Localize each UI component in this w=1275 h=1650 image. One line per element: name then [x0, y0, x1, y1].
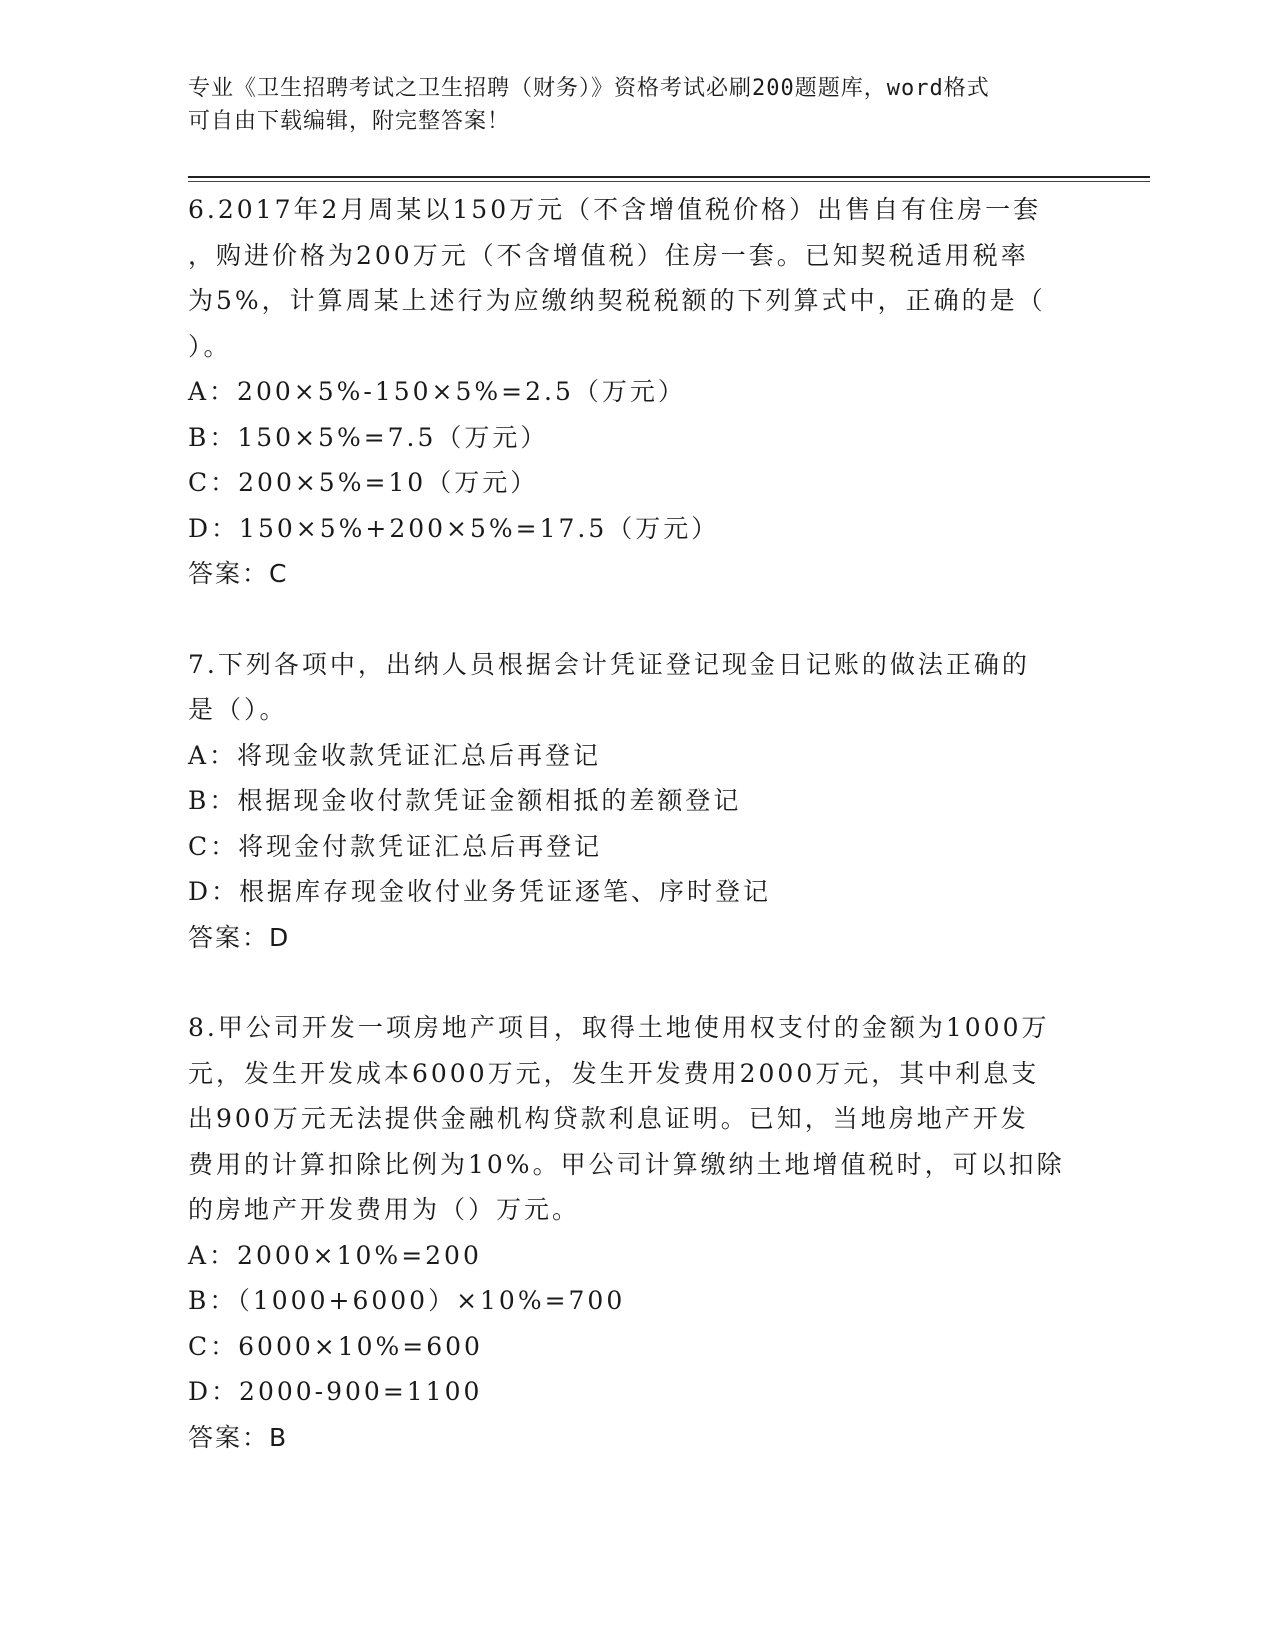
option-d: D：150×5%+200×5%=17.5（万元）: [188, 513, 720, 543]
answer-label: 答案：D: [188, 922, 291, 952]
question-text-line: 元，发生开发成本6000万元，发生开发费用2000万元，其中利息支: [188, 1058, 1040, 1088]
question-text-line: ）。: [188, 331, 232, 361]
header-divider-thin: [188, 181, 1150, 182]
answer-label: 答案：C: [188, 559, 289, 588]
header-line-2: 可自由下载编辑，附完整答案！: [188, 109, 511, 134]
option-c: C：6000×10%=600: [188, 1331, 483, 1361]
question-text-line: 出900万元无法提供金融机构贷款利息证明。已知，当地房地产开发: [188, 1104, 1029, 1133]
question-spacer: [188, 960, 1088, 1005]
header-divider-thick: [188, 176, 1150, 178]
option-c: C：将现金付款凭证汇总后再登记: [188, 831, 603, 861]
header-line-1: 专业《卫生招聘考试之卫生招聘（财务）》资格考试必刷200题题库，word格式: [188, 76, 990, 101]
question-text-line: 7.下列各项中，出纳人员根据会计凭证登记现金日记账的做法正确的: [188, 649, 1030, 679]
question-text-line: 为5%，计算周某上述行为应缴纳契税税额的下列算式中，正确的是（: [188, 286, 1046, 315]
question-list: [188, 187, 1088, 1460]
question-spacer: [188, 597, 1088, 642]
document-header: [188, 72, 1068, 138]
option-b: B：150×5%=7.5（万元）: [188, 422, 549, 452]
option-a: A：2000×10%=200: [188, 1240, 482, 1270]
question-text-line: 8.甲公司开发一项房地产项目，取得土地使用权支付的金额为1000万: [188, 1013, 1050, 1042]
question-text-line: ，购进价格为200万元（不含增值税）住房一套。已知契税适用税率: [188, 240, 1029, 270]
question-text-line: 的房地产开发费用为（）万元。: [188, 1195, 581, 1224]
option-d: D：2000-900=1100: [188, 1377, 483, 1406]
option-a: A：200×5%-150×5%=2.5（万元）: [188, 377, 686, 406]
option-a: A：将现金收款凭证汇总后再登记: [188, 740, 602, 770]
question-7: [188, 642, 1088, 961]
option-d: D：根据库存现金收付业务凭证逐笔、序时登记: [188, 877, 772, 906]
question-text-line: 是（）。: [188, 695, 288, 724]
question-text-line: 费用的计算扣除比例为10%。甲公司计算缴纳土地增值税时，可以扣除: [188, 1149, 1065, 1179]
option-c: C：200×5%=10（万元）: [188, 468, 539, 497]
question-6: [188, 187, 1088, 597]
question-text-line: 6.2017年2月周某以150万元（不含增值税价格）出售自有住房一套: [188, 195, 1042, 224]
answer-label: 答案：B: [188, 1422, 289, 1452]
question-8: [188, 1005, 1088, 1460]
option-b: B：根据现金收付款凭证金额相抵的差额登记: [188, 786, 742, 815]
option-b: B：（1000+6000）×10%=700: [188, 1286, 626, 1315]
